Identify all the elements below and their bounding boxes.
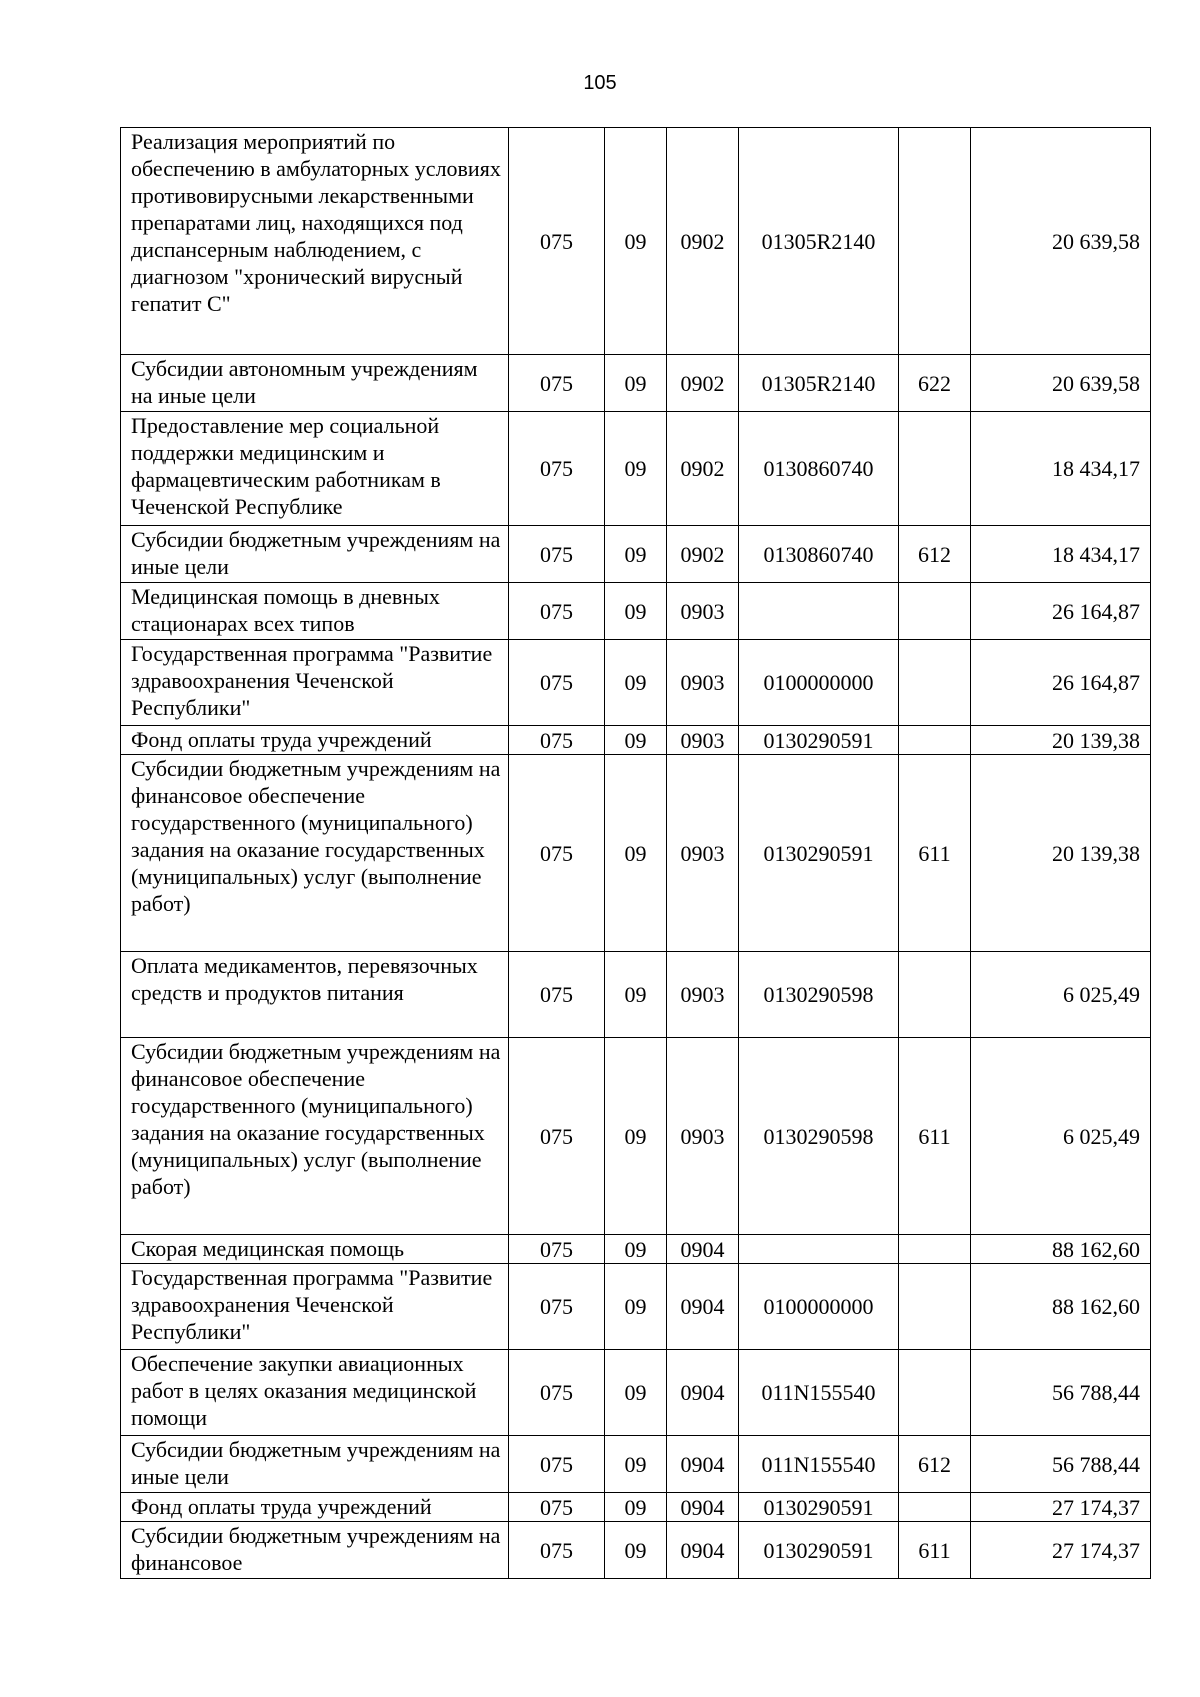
department-code: 075 xyxy=(509,1522,605,1579)
amount: 20 139,38 xyxy=(971,755,1151,952)
section-code: 09 xyxy=(605,755,667,952)
target-article-code: 0130290591 xyxy=(739,755,899,952)
expense-type-code xyxy=(899,952,971,1038)
table-row xyxy=(121,1264,1151,1350)
item-name: Оплата медикаментов, перевязочных средств и продуктов питания xyxy=(121,952,509,1038)
item-name: Скорая медицинская помощь xyxy=(121,1235,509,1264)
table-row xyxy=(121,1350,1151,1436)
target-article-code: 0100000000 xyxy=(739,1264,899,1350)
item-name: Государственная программа "Развитие здравоохранения Чеченской Республики" xyxy=(121,1264,509,1350)
target-article-code: 0130290598 xyxy=(739,1038,899,1235)
table-row xyxy=(121,1038,1151,1235)
table-row xyxy=(121,726,1151,755)
item-name: Государственная программа "Развитие здравоохранения Чеченской Республики" xyxy=(121,640,509,726)
target-article-code: 011N155540 xyxy=(739,1350,899,1436)
amount: 88 162,60 xyxy=(971,1264,1151,1350)
subsection-code: 0902 xyxy=(667,526,739,583)
expense-type-code xyxy=(899,583,971,640)
table-row xyxy=(121,952,1151,1038)
expense-type-code xyxy=(899,1493,971,1522)
table-row xyxy=(121,128,1151,355)
subsection-code: 0903 xyxy=(667,726,739,755)
item-name: Фонд оплаты труда учреждений xyxy=(121,1493,509,1522)
target-article-code: 01305R2140 xyxy=(739,128,899,355)
section-code: 09 xyxy=(605,1436,667,1493)
table-row xyxy=(121,1436,1151,1493)
section-code: 09 xyxy=(605,640,667,726)
amount: 6 025,49 xyxy=(971,952,1151,1038)
section-code: 09 xyxy=(605,583,667,640)
section-code: 09 xyxy=(605,1264,667,1350)
expense-type-code xyxy=(899,412,971,526)
department-code: 075 xyxy=(509,1264,605,1350)
expense-type-code xyxy=(899,1350,971,1436)
subsection-code: 0903 xyxy=(667,583,739,640)
expense-type-code xyxy=(899,640,971,726)
table-body xyxy=(121,128,1151,1579)
target-article-code: 011N155540 xyxy=(739,1436,899,1493)
item-name: Медицинская помощь в дневных стационарах всех типов xyxy=(121,583,509,640)
amount: 88 162,60 xyxy=(971,1235,1151,1264)
expense-type-code xyxy=(899,726,971,755)
amount: 26 164,87 xyxy=(971,640,1151,726)
department-code: 075 xyxy=(509,526,605,583)
table-row xyxy=(121,1235,1151,1264)
item-name: Субсидии бюджетным учреждениям на финансовое обеспечение государственного (муниципального) задания на оказание государственных (муниципальных) услуг (выполнение работ) xyxy=(121,755,509,952)
department-code: 075 xyxy=(509,726,605,755)
section-code: 09 xyxy=(605,1522,667,1579)
subsection-code: 0904 xyxy=(667,1493,739,1522)
item-name: Субсидии бюджетным учреждениям на иные цели xyxy=(121,526,509,583)
section-code: 09 xyxy=(605,1350,667,1436)
table-row xyxy=(121,1522,1151,1579)
subsection-code: 0903 xyxy=(667,952,739,1038)
subsection-code: 0904 xyxy=(667,1436,739,1493)
item-name: Субсидии бюджетным учреждениям на иные цели xyxy=(121,1436,509,1493)
expense-type-code: 622 xyxy=(899,355,971,412)
target-article-code: 0130290591 xyxy=(739,726,899,755)
subsection-code: 0902 xyxy=(667,128,739,355)
department-code: 075 xyxy=(509,355,605,412)
department-code: 075 xyxy=(509,583,605,640)
table-row xyxy=(121,1493,1151,1522)
table-row xyxy=(121,526,1151,583)
section-code: 09 xyxy=(605,526,667,583)
department-code: 075 xyxy=(509,1350,605,1436)
section-code: 09 xyxy=(605,726,667,755)
expense-type-code xyxy=(899,1264,971,1350)
item-name: Субсидии бюджетным учреждениям на финансовое обеспечение государственного (муниципального) задания на оказание государственных (муниципальных) услуг (выполнение работ) xyxy=(121,1038,509,1235)
subsection-code: 0902 xyxy=(667,355,739,412)
budget-table xyxy=(120,127,1151,1579)
target-article-code: 0130860740 xyxy=(739,526,899,583)
amount: 20 139,38 xyxy=(971,726,1151,755)
page-number: 105 xyxy=(583,72,617,94)
target-article-code: 0130290598 xyxy=(739,952,899,1038)
section-code: 09 xyxy=(605,952,667,1038)
expense-type-code: 611 xyxy=(899,1038,971,1235)
amount: 6 025,49 xyxy=(971,1038,1151,1235)
subsection-code: 0904 xyxy=(667,1522,739,1579)
department-code: 075 xyxy=(509,412,605,526)
amount: 56 788,44 xyxy=(971,1436,1151,1493)
target-article-code xyxy=(739,1235,899,1264)
subsection-code: 0904 xyxy=(667,1264,739,1350)
table-row xyxy=(121,583,1151,640)
item-name: Субсидии автономным учреждениям на иные цели xyxy=(121,355,509,412)
department-code: 075 xyxy=(509,640,605,726)
target-article-code: 0130290591 xyxy=(739,1522,899,1579)
target-article-code xyxy=(739,583,899,640)
table-row xyxy=(121,355,1151,412)
section-code: 09 xyxy=(605,412,667,526)
table-row xyxy=(121,412,1151,526)
expense-type-code xyxy=(899,128,971,355)
target-article-code: 01305R2140 xyxy=(739,355,899,412)
item-name: Реализация мероприятий по обеспечению в амбулаторных условиях противовирусными лекарственными препаратами лиц, находящихся под диспансерным наблюдением, с диагнозом "хронический вирусный гепатит С" xyxy=(121,128,509,355)
expense-type-code: 611 xyxy=(899,755,971,952)
expense-type-code: 611 xyxy=(899,1522,971,1579)
department-code: 075 xyxy=(509,755,605,952)
department-code: 075 xyxy=(509,1235,605,1264)
item-name: Предоставление мер социальной поддержки медицинским и фармацевтическим работникам в Чеченской Республике xyxy=(121,412,509,526)
expense-type-code: 612 xyxy=(899,526,971,583)
department-code: 075 xyxy=(509,1038,605,1235)
department-code: 075 xyxy=(509,1436,605,1493)
section-code: 09 xyxy=(605,1493,667,1522)
section-code: 09 xyxy=(605,1038,667,1235)
target-article-code: 0130860740 xyxy=(739,412,899,526)
section-code: 09 xyxy=(605,1235,667,1264)
department-code: 075 xyxy=(509,952,605,1038)
expense-type-code: 612 xyxy=(899,1436,971,1493)
amount: 18 434,17 xyxy=(971,526,1151,583)
section-code: 09 xyxy=(605,355,667,412)
subsection-code: 0904 xyxy=(667,1235,739,1264)
department-code: 075 xyxy=(509,1493,605,1522)
item-name: Субсидии бюджетным учреждениям на финансовое xyxy=(121,1522,509,1579)
amount: 27 174,37 xyxy=(971,1493,1151,1522)
amount: 18 434,17 xyxy=(971,412,1151,526)
amount: 20 639,58 xyxy=(971,128,1151,355)
subsection-code: 0903 xyxy=(667,640,739,726)
subsection-code: 0902 xyxy=(667,412,739,526)
item-name: Обеспечение закупки авиационных работ в целях оказания медицинской помощи xyxy=(121,1350,509,1436)
department-code: 075 xyxy=(509,128,605,355)
amount: 26 164,87 xyxy=(971,583,1151,640)
amount: 27 174,37 xyxy=(971,1522,1151,1579)
amount: 56 788,44 xyxy=(971,1350,1151,1436)
expense-type-code xyxy=(899,1235,971,1264)
section-code: 09 xyxy=(605,128,667,355)
amount: 20 639,58 xyxy=(971,355,1151,412)
subsection-code: 0903 xyxy=(667,1038,739,1235)
item-name: Фонд оплаты труда учреждений xyxy=(121,726,509,755)
subsection-code: 0904 xyxy=(667,1350,739,1436)
subsection-code: 0903 xyxy=(667,755,739,952)
table-row xyxy=(121,755,1151,952)
target-article-code: 0130290591 xyxy=(739,1493,899,1522)
target-article-code: 0100000000 xyxy=(739,640,899,726)
table-row xyxy=(121,640,1151,726)
